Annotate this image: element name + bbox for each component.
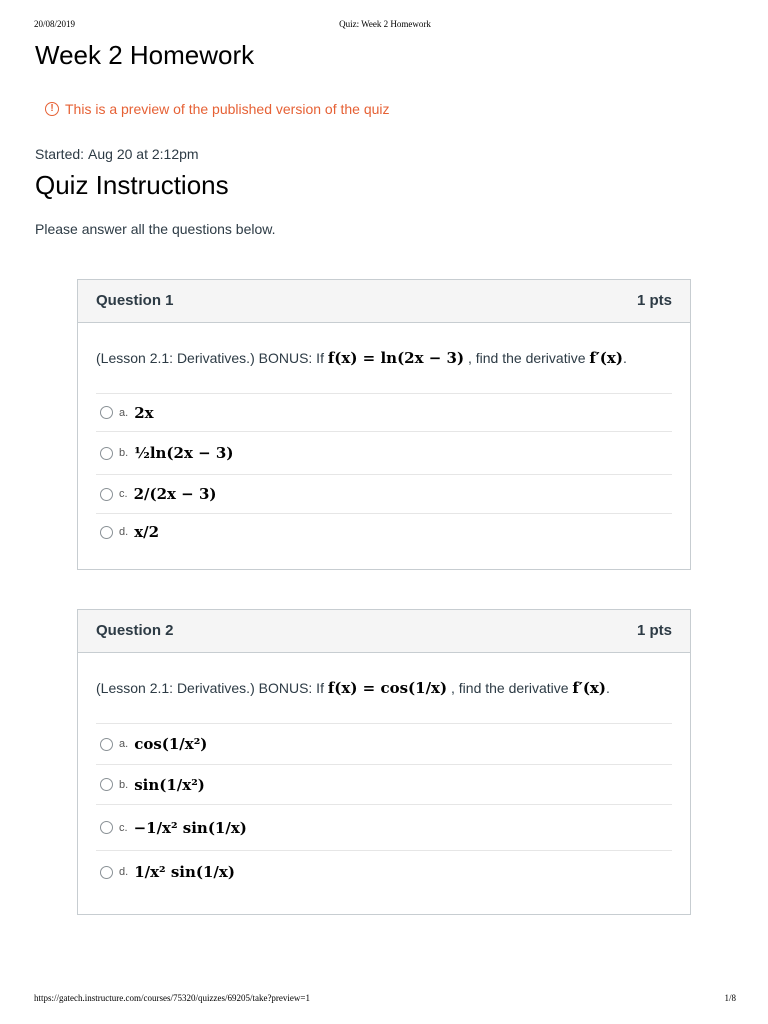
answer-option-b[interactable]: [96, 431, 672, 474]
warning-icon: !: [45, 102, 59, 116]
answer-label: c.: [119, 821, 128, 834]
question-prefix: (Lesson 2.1: Derivatives.) BONUS: If: [96, 350, 324, 366]
question-header: [78, 610, 690, 653]
answer-value: 1/x² sin(1/x): [134, 863, 235, 881]
started-label: Started:: [35, 146, 85, 162]
print-footer: [34, 993, 736, 1005]
radio-button[interactable]: [100, 488, 113, 501]
answer-value: cos(1/x²): [134, 735, 208, 753]
question-2: [77, 609, 691, 915]
question-suffix: , find the derivative: [467, 350, 586, 366]
question-function: f(x) = ln(2x − 3): [327, 349, 465, 367]
answer-label: d.: [119, 866, 129, 878]
answer-option-c[interactable]: [96, 804, 672, 850]
page-title: Week 2 Homework: [35, 40, 255, 70]
question-points: 1 pts: [636, 622, 672, 639]
preview-notice: [45, 101, 390, 117]
question-text: (Lesson 2.1: Derivatives.) BONUS: If f(x) = cos(1/x) , find the derivative f′(x).: [96, 679, 610, 697]
question-derivative: f′(x): [589, 349, 623, 367]
question-text: (Lesson 2.1: Derivatives.) BONUS: If f(x) = ln(2x − 3) , find the derivative f′(x).: [96, 349, 627, 367]
answer-label: b.: [119, 447, 129, 459]
page-number: 1/8: [724, 993, 736, 1003]
radio-button[interactable]: [100, 738, 113, 751]
radio-button[interactable]: [100, 406, 113, 419]
answer-value: −1/x² sin(1/x): [133, 818, 247, 837]
answer-option-d[interactable]: [96, 513, 672, 550]
answer-option-b[interactable]: [96, 764, 672, 804]
preview-notice-text: This is a preview of the published version of the quiz: [65, 101, 390, 117]
question-points: 1 pts: [636, 292, 672, 309]
question-suffix: , find the derivative: [451, 680, 569, 696]
instructions-title: Quiz Instructions: [35, 170, 229, 200]
radio-button[interactable]: [100, 526, 113, 539]
question-function: f(x) = cos(1/x): [327, 679, 448, 697]
answer-value: 2x: [134, 403, 154, 422]
answer-label: b.: [119, 778, 129, 791]
question-prefix: (Lesson 2.1: Derivatives.) BONUS: If: [96, 680, 324, 696]
started-time: [35, 146, 199, 162]
print-header: [34, 19, 736, 31]
answer-value: x/2: [134, 523, 160, 541]
answer-label: c.: [119, 488, 128, 500]
question-name: Question 1: [96, 292, 174, 309]
question-derivative: f′(x): [572, 679, 606, 697]
radio-button[interactable]: [100, 447, 113, 460]
question-name: Question 2: [96, 622, 174, 639]
print-title: Quiz: Week 2 Homework: [339, 19, 431, 29]
radio-button[interactable]: [100, 866, 113, 879]
answer-option-d[interactable]: [96, 850, 672, 893]
print-date: 20/08/2019: [34, 19, 76, 29]
answer-label: a.: [119, 738, 129, 750]
started-value: Aug 20 at 2:12pm: [88, 146, 199, 162]
question-header: [78, 280, 690, 323]
instructions-text: Please answer all the questions below.: [35, 221, 276, 237]
page-url: https://gatech.instructure.com/courses/75320/quizzes/69205/take?preview=1: [34, 993, 310, 1003]
answer-value: 2/(2x − 3): [133, 485, 217, 503]
radio-button[interactable]: [100, 778, 113, 791]
question-1: [77, 279, 691, 570]
answer-value: ½ln(2x − 3): [134, 444, 234, 462]
answer-option-a[interactable]: [96, 723, 672, 764]
answer-label: a.: [119, 406, 129, 419]
answer-option-c[interactable]: [96, 474, 672, 513]
radio-button[interactable]: [100, 821, 113, 834]
answer-option-a[interactable]: [96, 393, 672, 431]
answer-value: sin(1/x²): [134, 775, 205, 794]
answer-label: d.: [119, 526, 129, 538]
